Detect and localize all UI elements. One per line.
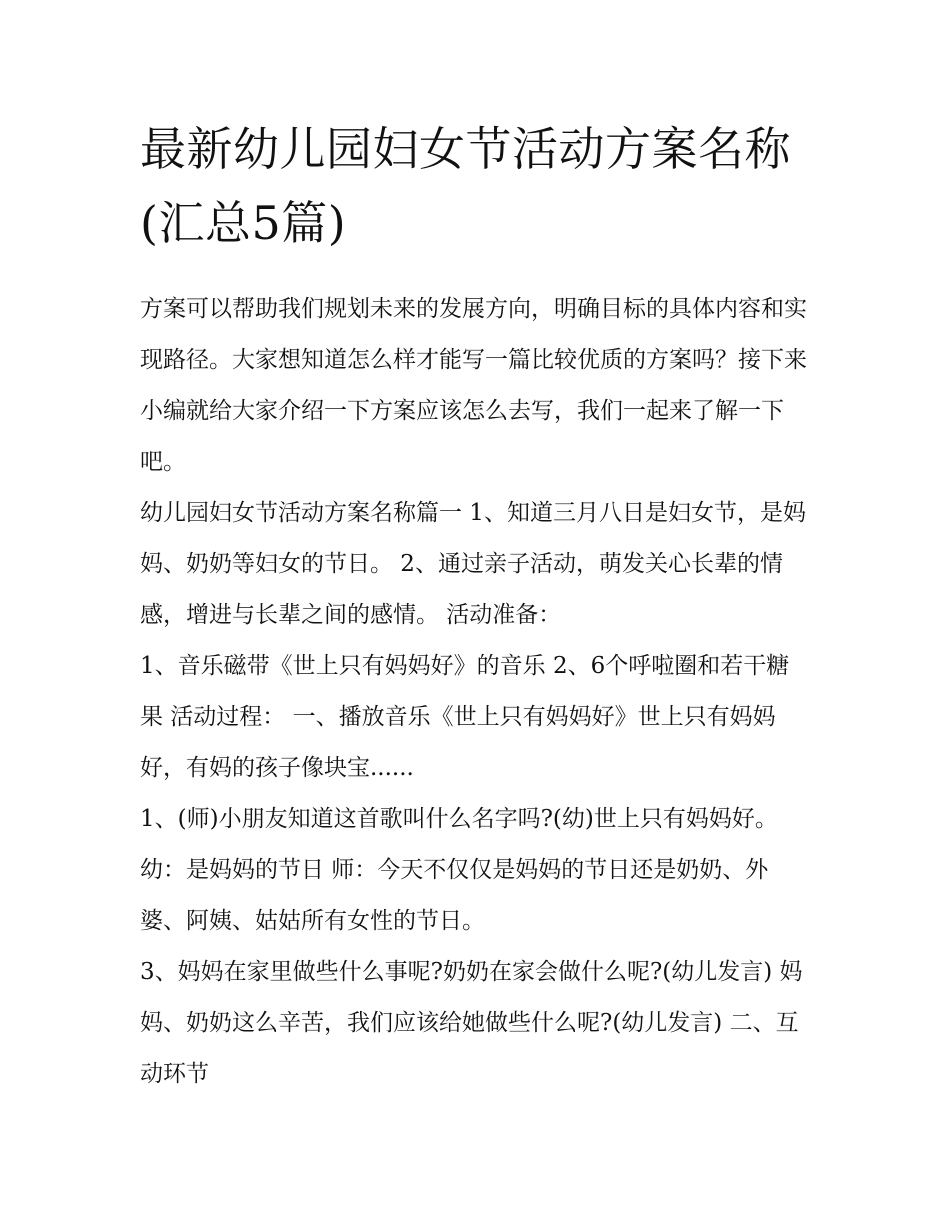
document-body xyxy=(140,112,812,1100)
title-spacing xyxy=(140,260,812,284)
paragraph-goals: 幼儿园妇女节活动方案名称篇一 1、知道三月八日是妇女节，是妈妈、奶奶等妇女的节日。 2、通过亲子活动，萌发关心长辈的情感，增进与长辈之间的感情。 活动准备： xyxy=(140,500,806,628)
paragraph-questions: 3、妈妈在家里做些什么事呢?奶奶在家会做什么呢?(幼儿发言) 妈妈、奶奶这么辛苦，我们应该给她做些什么呢?(幼儿发言) 二、互动环节 xyxy=(140,959,803,1087)
document-title: 最新幼儿园妇女节活动方案名称(汇总5篇) xyxy=(140,122,791,250)
paragraph-intro: 方案可以帮助我们规划未来的发展方向，明确目标的具体内容和实现路径。大家想知道怎么样才能写一篇比较优质的方案吗？接下来小编就给大家介绍一下方案应该怎么去写，我们一起来了解一下吧。 xyxy=(140,296,807,475)
paragraph-preparation: 1、音乐磁带《世上只有妈妈好》的音乐 2、6个呼啦圈和若干糖果 活动过程： 一、播放音乐《世上只有妈妈好》世上只有妈妈好，有妈的孩子像块宝...... xyxy=(140,653,790,781)
paragraph-discussion: 1、(师)小朋友知道这首歌叫什么名字吗?(幼)世上只有妈妈好。 幼：是妈妈的节日 师：今天不仅仅是妈妈的节日还是奶奶、外婆、阿姨、姑姑所有女性的节日。 xyxy=(140,806,778,934)
